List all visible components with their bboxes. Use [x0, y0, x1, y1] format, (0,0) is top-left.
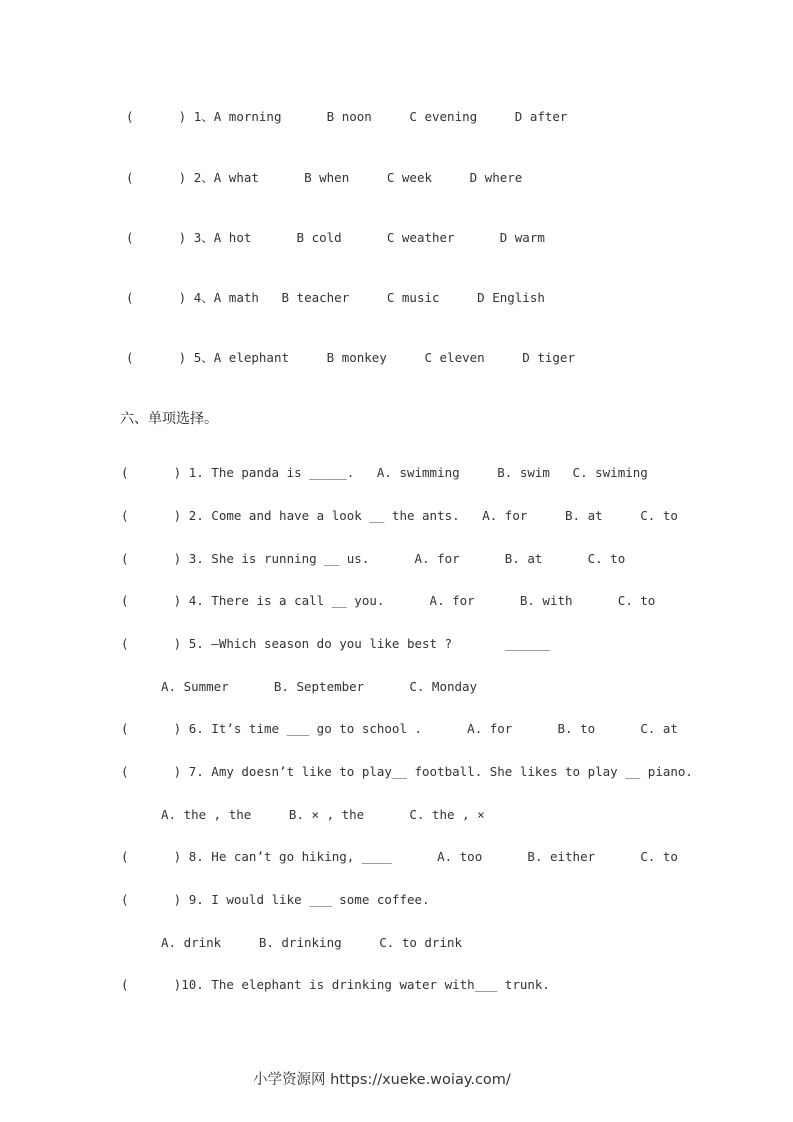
part5-item-2: ( ) 2、A what B when C week D where [126, 170, 523, 185]
footer-source: 小学资源网 https://xueke.woiay.com/ [253, 1072, 511, 1088]
question-1: ( ) 1. The panda is _____. A. swimming B. swim C. swiming [121, 465, 648, 480]
question-2: ( ) 2. Come and have a look __ the ants. A. for B. at C. to [121, 508, 678, 523]
question-7-options: A. the , the B. × , the C. the , × [161, 807, 485, 822]
question-8: ( ) 8. He can’t go hiking, ____ A. too B. either C. to [121, 849, 678, 864]
question-3: ( ) 3. She is running __ us. A. for B. at C. to [121, 551, 626, 566]
question-6: ( ) 6. It’s time ___ go to school . A. for B. to C. at [121, 721, 678, 736]
question-5-options: A. Summer B. September C. Monday [161, 679, 478, 694]
part5-item-5: ( ) 5、A elephant B monkey C eleven D tiger [126, 350, 575, 365]
part5-item-4: ( ) 4、A math B teacher C music D English [126, 290, 545, 305]
question-4: ( ) 4. There is a call __ you. A. for B. with C. to [121, 593, 656, 608]
question-9: ( ) 9. I would like ___ some coffee. [121, 892, 430, 907]
question-7: ( ) 7. Amy doesn’t like to play__ football. She likes to play __ piano. [121, 764, 693, 779]
question-9-options: A. drink B. drinking C. to drink [161, 935, 463, 950]
part5-item-3: ( ) 3、A hot B cold C weather D warm [126, 230, 545, 245]
question-5: ( ) 5. —Which season do you like best ? ______ [121, 636, 550, 651]
question-10: ( )10. The elephant is drinking water with___ trunk. [121, 977, 550, 992]
part5-item-1: ( ) 1、A morning B noon C evening D after [126, 109, 568, 124]
section-heading: 六、单项选择。 [120, 411, 218, 427]
